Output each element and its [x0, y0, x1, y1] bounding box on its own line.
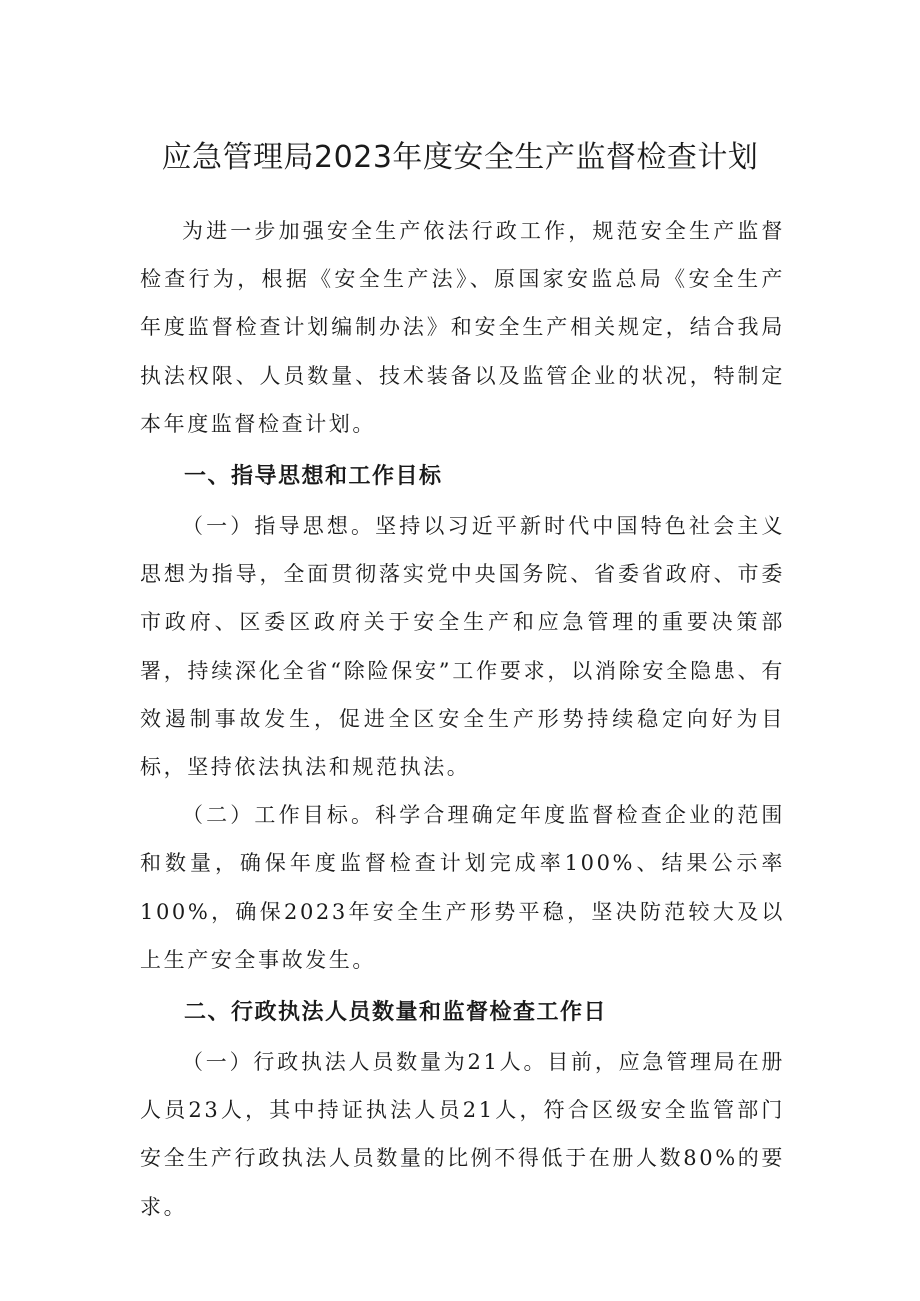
- section2-paragraph-staff-count: （一）行政执法人员数量为21人。目前，应急管理局在册人员23人，其中持证执法人员21人，符合区级安全监管部门安全生产行政执法人员数量的比例不得低于在册人数80%的要求。: [140, 1050, 785, 1219]
- section1-paragraph-work-goal: （二）工作目标。科学合理确定年度监督检查企业的范围和数量，确保年度监督检查计划完成率100%、结果公示率100%，确保2023年安全生产形势平稳，坚决防范较大及以上生产安全事故发生。: [140, 803, 785, 972]
- document-title: 应急管理局2023年度安全生产监督检查计划: [161, 140, 759, 175]
- document-body: [140, 207, 785, 1231]
- intro-paragraph: 为进一步加强安全生产依法行政工作，规范安全生产监督检查行为，根据《安全生产法》、原国家安监总局《安全生产年度监督检查计划编制办法》和安全生产相关规定，结合我局执法权限、人员数量、技术装备以及监管企业的状况，特制定本年度监督检查计划。: [140, 219, 785, 436]
- section-heading-1: 一、指导思想和工作目标: [184, 464, 443, 490]
- section1-paragraph-guiding-thought: （一）指导思想。坚持以习近平新时代中国特色社会主义思想为指导，全面贯彻落实党中央国务院、省委省政府、市委市政府、区委区政府关于安全生产和应急管理的重要决策部署，持续深化全省“除险保安”工作要求，以消除安全隐患、有效遏制事故发生，促进全区安全生产形势持续稳定向好为目标，坚持依法执法和规范执法。: [140, 514, 785, 780]
- section-heading-2: 二、行政执法人员数量和监督检查工作日: [184, 1000, 608, 1026]
